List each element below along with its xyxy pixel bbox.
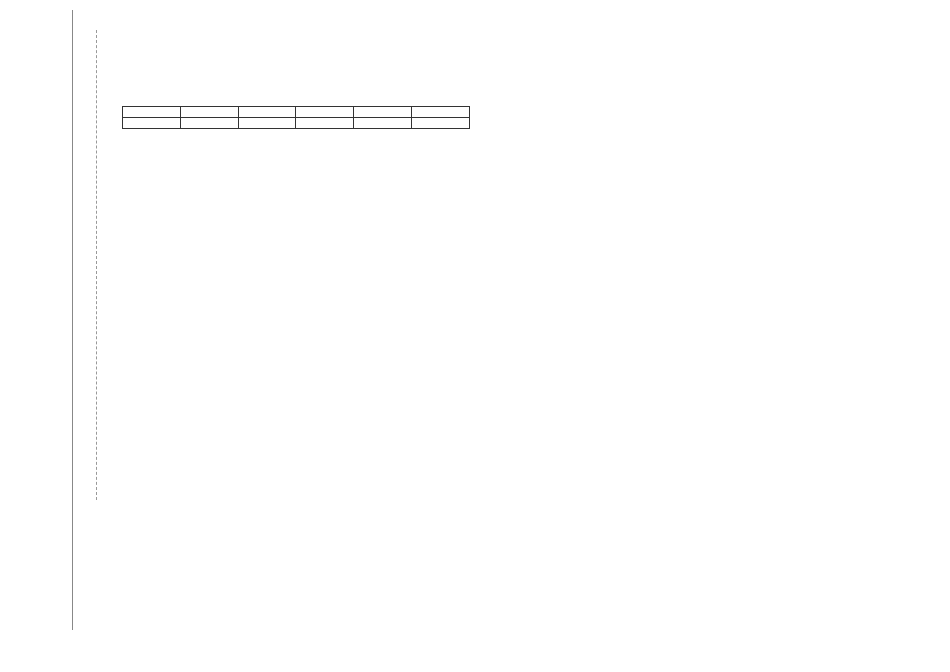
score-table-score-row [123,118,470,129]
binding-seal-line [75,70,86,490]
binding-rule [72,10,73,630]
binding-name-label [50,110,61,530]
cut-line [96,30,97,500]
score-table-header-row [123,107,470,118]
score-table [122,106,470,129]
left-column [122,96,470,132]
right-column [520,92,870,103]
